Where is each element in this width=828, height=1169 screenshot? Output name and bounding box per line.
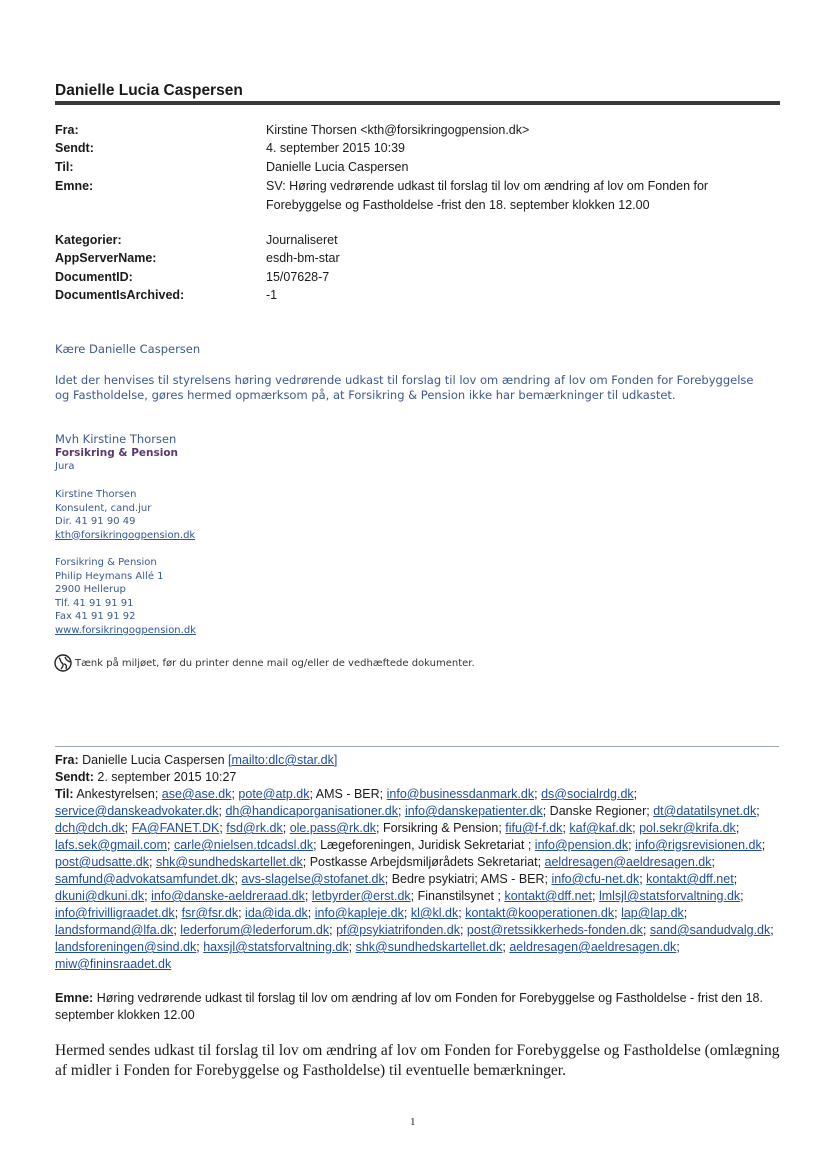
recipient-email[interactable]: aeldresagen@aeldresagen.dk [544, 855, 712, 869]
recipient-email[interactable]: FA@FANET.DK [131, 821, 220, 835]
recipient-email[interactable]: haxsjl@statsforvaltning.dk [203, 940, 349, 954]
fwd-to-block: Til: Ankestyrelsen; ase@ase.dk; pote@atp.dk; AMS - BER; info@businessdanmark.dk; ds@socialrdg.dk; service@danskeadvokater.dk; dh@handicaporganisationer.dk; info@danskepatienter.dk; Danske Regioner; dt@datatilsynet.dk; dch@dch.dk; FA@FANET.DK; fsd@rk.dk; ole.pass@rk.dk; Forsikring & Pension; fifu@f-f.dk; kaf@kaf.dk; pol.sekr@krifa.dk; lafs.sek@gmail.com; carle@nielsen.tdcadsl.dk; Lægeforeningen, Juridisk Sekretariat ; info@pension.dk; info@rigsrevisionen.dk; post@udsatte.dk; shk@sundhedskartellet.dk; Postkasse Arbejdsmiljørådets Sekretariat; aeldresagen@aeldresagen.dk; samfund@advokatsamfundet.dk; avs-slagelse@stofanet.dk; Bedre psykiatri; AMS - BER; info@cfu-net.dk; kontakt@dff.net; dkuni@dkuni.dk; info@danske-aeldreraad.dk; letbyrder@erst.dk; Finanstilsynet ; kontakt@dff.net; lmlsjl@statsforvaltning.dk; info@frivilligraadet.dk; fsr@fsr.dk; ida@ida.dk; info@kapleje.dk; kl@kl.dk; kontakt@kooperationen.dk; lap@lap.dk; landsformand@lfa.dk; lederforum@lederforum.dk; pf@psykiatrifonden.dk; post@retssikkerheds-fonden.dk; sand@sandudvalg.dk; landsforeningen@sind.dk; haxsjl@statsforvaltning.dk; shk@sundhedskartellet.dk; aeldresagen@aeldresagen.dk; miw@fininsraadet.dk [55, 787, 774, 971]
recipient-email[interactable]: kontakt@dff.net [504, 889, 592, 903]
fwd-from-name: Danielle Lucia Caspersen [82, 753, 225, 767]
recipient-email[interactable]: kl@kl.dk [410, 906, 459, 920]
category-value: Journaliseret [266, 233, 338, 247]
recipient-email[interactable]: lmlsjl@statsforvaltning.dk [598, 889, 741, 903]
recipient-text: Ankestyrelsen; [76, 787, 159, 801]
recipient-email[interactable]: landsforeningen@sind.dk [55, 940, 197, 954]
reply-closing: Mvh Kirstine Thorsen [55, 432, 177, 446]
company-fax: Fax 41 91 91 92 [55, 611, 136, 622]
archived-value: -1 [266, 288, 278, 302]
recipient-email[interactable]: fsr@fsr.dk [181, 906, 239, 920]
appserver-value: esdh-bm-star [266, 251, 340, 265]
reply-dept: Jura [55, 461, 75, 472]
recipient-email[interactable]: miw@fininsraadet.dk [55, 957, 172, 971]
signature-direct: Dir. 41 91 90 49 [55, 516, 136, 527]
subject-value-line2: Forebyggelse og Fastholdelse -frist den 18. september klokken 12.00 [266, 198, 650, 212]
company-city: 2900 Hellerup [55, 584, 126, 595]
from-label: Fra: [55, 123, 79, 137]
fwd-from-mailto[interactable]: [mailto:dlc@star.dk] [228, 753, 338, 767]
recipient-email[interactable]: dkuni@dkuni.dk [55, 889, 145, 903]
recipient-email[interactable]: shk@sundhedskartellet.dk [355, 940, 503, 954]
recipient-email[interactable]: dt@datatilsynet.dk [653, 804, 757, 818]
fwd-to-label: Til: [55, 787, 74, 801]
to-label: Til: [55, 160, 74, 174]
sender-heading: Danielle Lucia Caspersen [55, 82, 243, 99]
recipient-email[interactable]: ase@ase.dk [161, 787, 232, 801]
reply-org: Forsikring & Pension [55, 447, 179, 459]
subject-value: SV: Høring vedrørende udkast til forslag til lov om ændring af lov om Fonden for [266, 179, 709, 193]
signature-name: Kirstine Thorsen [55, 489, 137, 500]
recipient-email[interactable]: kontakt@kooperationen.dk [465, 906, 615, 920]
fwd-from-label: Fra: [55, 753, 79, 767]
fwd-subject-label: Emne: [55, 991, 94, 1005]
archived-label: DocumentIsArchived: [55, 288, 185, 302]
to-value: Danielle Lucia Caspersen [266, 160, 409, 174]
greeting: Kære Danielle Caspersen [55, 342, 201, 356]
from-value: Kirstine Thorsen <kth@forsikringogpension.dk> [266, 123, 530, 137]
fwd-from-line [55, 752, 777, 769]
recipient-email[interactable]: info@kapleje.dk [314, 906, 404, 920]
fwd-subject-value: Høring vedrørende udkast til forslag til lov om ændring af lov om Fonden for Forebyggelse og Fastholdelse - frist den 18. september klokken 12.00 [55, 991, 763, 1022]
recipient-email[interactable]: shk@sundhedskartellet.dk [155, 855, 303, 869]
recipient-email[interactable]: lap@lap.dk [621, 906, 684, 920]
company-web-link[interactable]: www.forsikringogpension.dk [55, 624, 196, 636]
recipient-text: ; AMS - BER; [309, 787, 384, 801]
recipient-email[interactable]: sand@sandudvalg.dk [649, 923, 771, 937]
page-number: 1 [410, 1116, 416, 1128]
recipient-email[interactable]: lafs.sek@gmail.com [55, 838, 168, 852]
recipient-email[interactable]: avs-slagelse@stofanet.dk [241, 872, 385, 886]
signature-block [55, 488, 195, 542]
recipient-email[interactable]: kaf@kaf.dk [569, 821, 633, 835]
recipient-email[interactable]: pote@atp.dk [238, 787, 310, 801]
fwd-sent-value: 2. september 2015 10:27 [97, 770, 237, 784]
recipient-email[interactable]: info@cfu-net.dk [551, 872, 640, 886]
recipient-email[interactable]: ole.pass@rk.dk [289, 821, 377, 835]
recipient-text: ; Forsikring & Pension; [376, 821, 502, 835]
recipient-email[interactable]: pf@psykiatrifonden.dk [336, 923, 460, 937]
recipient-email[interactable]: samfund@advokatsamfundet.dk [55, 872, 235, 886]
recipient-email[interactable]: aeldresagen@aeldresagen.dk [509, 940, 677, 954]
recipient-email[interactable]: info@pension.dk [534, 838, 629, 852]
documentid-label: DocumentID: [55, 270, 133, 284]
forward-divider [55, 746, 779, 747]
recipient-text: ; Bedre psykiatri; AMS - BER; [384, 872, 548, 886]
sent-value: 4. september 2015 10:39 [266, 141, 405, 155]
recipient-text: ; Danske Regioner; [542, 804, 650, 818]
recipient-email[interactable]: dh@handicaporganisationer.dk [225, 804, 398, 818]
recipient-email[interactable]: ida@ida.dk [245, 906, 308, 920]
recipient-email[interactable]: kontakt@dff.net [646, 872, 734, 886]
recipient-email[interactable]: ds@socialrdg.dk [541, 787, 634, 801]
recipient-email[interactable]: post@retssikkerheds-fonden.dk [466, 923, 643, 937]
recipient-email[interactable]: carle@nielsen.tdcadsl.dk [173, 838, 314, 852]
recipient-email[interactable]: landsformand@lfa.dk [55, 923, 174, 937]
globe-icon [54, 654, 72, 672]
recipient-email[interactable]: fsd@rk.dk [226, 821, 283, 835]
recipient-email[interactable]: service@danskeadvokater.dk [55, 804, 219, 818]
recipient-email[interactable]: post@udsatte.dk [55, 855, 149, 869]
recipient-email[interactable]: info@rigsrevisionen.dk [635, 838, 762, 852]
recipient-email[interactable]: dch@dch.dk [55, 821, 125, 835]
company-name: Forsikring & Pension [55, 557, 157, 568]
company-street: Philip Heymans Allé 1 [55, 570, 164, 582]
subject-label: Emne: [55, 179, 94, 193]
signature-email-link[interactable]: kth@forsikringogpension.dk [55, 529, 196, 541]
appserver-label: AppServerName: [55, 251, 157, 265]
heading-rule [55, 101, 780, 105]
signature-title: Konsulent, cand.jur [55, 502, 152, 514]
environment-note-text: Tænk på miljøet, før du printer denne mail og/eller de vedhæftede dokumenter. [75, 657, 475, 669]
fwd-sent-label: Sendt: [55, 770, 94, 784]
fwd-subject-line [55, 990, 777, 1024]
recipient-email[interactable]: pol.sekr@krifa.dk [639, 821, 736, 835]
recipient-email[interactable]: info@businessdanmark.dk [386, 787, 535, 801]
fwd-sent-line [55, 769, 777, 786]
recipient-email[interactable]: info@danskepatienter.dk [404, 804, 543, 818]
recipient-text: ; Postkasse Arbejdsmiljørådets Sekretariat; [302, 855, 542, 869]
company-block [55, 556, 196, 637]
recipient-email[interactable]: lederforum@lederforum.dk [180, 923, 330, 937]
recipient-email[interactable]: info@frivilligraadet.dk [55, 906, 175, 920]
recipient-email[interactable]: info@danske-aeldreraad.dk [151, 889, 305, 903]
recipient-text: ; Lægeforeningen, Juridisk Sekretariat ; [313, 838, 532, 852]
documentid-value: 15/07628-7 [266, 270, 330, 284]
reply-body: Idet der henvises til styrelsens høring vedrørende udkast til forslag til lov om ændring af lov om Fonden for Forebyggelse og Fastholdelse, gøres hermed opmærksom på, at Forsikring & Pension ikke har bemærkninger til udkastet. [55, 373, 754, 402]
category-label: Kategorier: [55, 233, 122, 247]
recipient-email[interactable]: fifu@f-f.dk [505, 821, 563, 835]
closing-paragraph: Hermed sendes udkast til forslag til lov om ændring af lov om Fonden for Forebyggelse og Fastholdelse (omlægning af midler i Fonden for Forebyggelse og Fastholdelse) til eventuelle bemærkninger. [55, 1042, 780, 1079]
company-phone: Tlf. 41 91 91 91 [55, 597, 134, 609]
recipient-email[interactable]: letbyrder@erst.dk [311, 889, 411, 903]
sent-label: Sendt: [55, 141, 94, 155]
recipient-text: ; Finanstilsynet ; [410, 889, 501, 903]
environment-note [54, 654, 475, 672]
